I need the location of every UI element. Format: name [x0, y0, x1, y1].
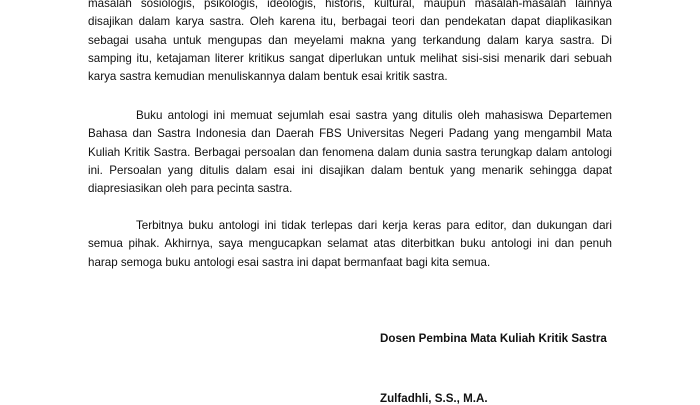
text-line: Terbitnya buku antologi ini tidak terlepas dari kerja keras para editor, dan dukungan dari — [136, 219, 612, 232]
paragraph-2 — [88, 107, 612, 198]
text-line: karya sastra kemudian menuliskannya dalam bentuk esai kritik sastra. — [88, 70, 448, 84]
text-line: diapresiasikan oleh para pecinta sastra. — [88, 182, 293, 196]
signature-name: Zulfadhli, S.S., M.A. — [380, 392, 488, 405]
text-line: Kuliah Kritik Sastra. Berbagai persoalan dan fenomena dalam dunia sastra terungkap dalam antologi — [88, 145, 612, 159]
text-line: harap semoga buku antologi esai sastra ini dapat bermanfaat bagi kita semua. — [88, 255, 491, 269]
text-line: samping itu, ketajaman literer kritikus sangat diperlukan untuk melihat sisi-sisi menarik dari sebuah — [88, 51, 612, 65]
paragraph-1-tail — [88, 0, 612, 86]
text-line: Buku antologi ini memuat sejumlah esai sastra yang ditulis oleh mahasiswa Departemen — [136, 109, 612, 122]
paragraph-3 — [88, 217, 612, 272]
text-line: semua pihak. Akhirnya, saya mengucapkan selamat atas diterbitkan buku antologi ini dan penuh — [88, 237, 612, 251]
text-line: Bahasa dan Sastra Indonesia dan Daerah FBS Universitas Negeri Padang yang mengambil Mata — [88, 127, 612, 141]
text-line: masalah sosiologis, psikologis, ideologis, historis, kultural, maupun masalah-masalah lainnya — [88, 0, 612, 10]
text-line: sebagai usaha untuk mengupas dan meyelami makna yang terkandung dalam karya sastra. Di — [88, 33, 612, 47]
text-line: ini. Persoalan yang ditulis dalam esai ini disajikan dalam bentuk yang menarik sehingga dapat — [88, 163, 612, 177]
text-line: disajikan dalam karya sastra. Oleh karena itu, berbagai teori dan pendekatan dapat diaplikasikan — [88, 15, 612, 29]
signature-title: Dosen Pembina Mata Kuliah Kritik Sastra — [380, 332, 607, 345]
